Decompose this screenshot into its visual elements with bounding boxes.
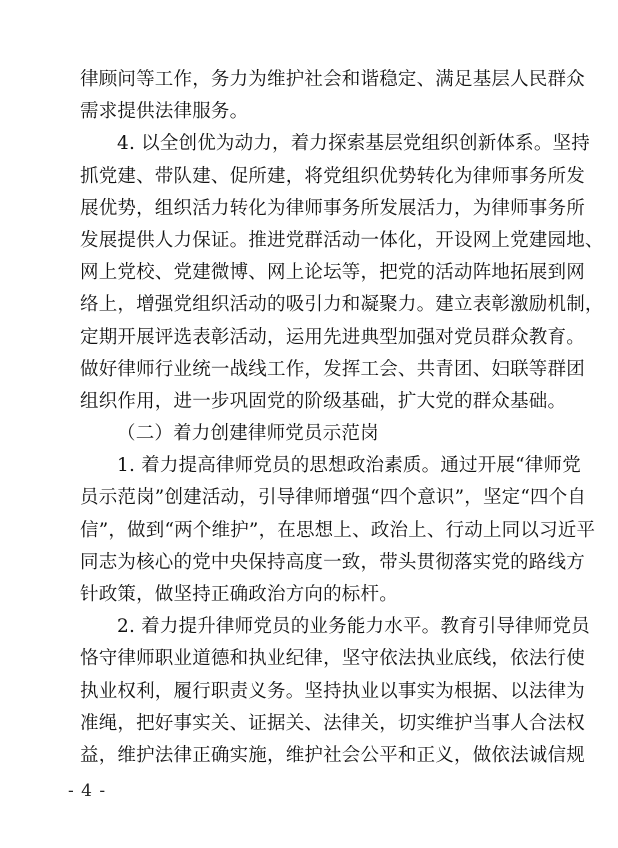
body-line-4: 抓党建、带队建、促所建，将党组织优势转化为律师事务所发 bbox=[80, 165, 585, 187]
body-line-6: 发展提供人力保证。推进党群活动一体化，开设网上党建园地、 bbox=[80, 229, 604, 251]
body-line-10: 做好律师行业统一战线工作，发挥工会、共青团、妇联等群团 bbox=[80, 358, 585, 380]
body-line-15: 信”，做到“两个维护”，在思想上、政治上、行动上同以习近平 bbox=[80, 519, 596, 541]
body-line-20: 执业权利，履行职责义务。坚持执业以事实为根据、以法律为 bbox=[80, 680, 585, 702]
body-line-19: 恪守律师职业道德和执业纪律，坚守依法执业底线，依法行使 bbox=[80, 648, 585, 670]
page-number: - 4 - bbox=[68, 781, 107, 801]
body-line-1: 律顾问等工作，务力为维护社会和谐稳定、满足基层人民群众 bbox=[80, 69, 585, 90]
body-line-16: 同志为核心的党中央保持高度一致，带头贯彻落实党的路线方 bbox=[80, 551, 585, 573]
body-line-9: 定期开展评选表彰活动，运用先进典型加强对党员群众教育。 bbox=[80, 326, 585, 348]
body-line-14: 员示范岗”创建活动，引导律师增强“四个意识”，坚定“四个自 bbox=[80, 487, 587, 509]
body-line-8: 络上，增强党组织活动的吸引力和凝聚力。建立表彰激励机制， bbox=[80, 294, 604, 316]
body-line-3: 4. 以全创优为动力，着力探索基层党组织创新体系。坚持 bbox=[117, 133, 590, 155]
section-heading: （二）着力创建律师党员示范岗 bbox=[117, 423, 379, 445]
body-line-21: 准绳，把好事实关、证据关、法律关，切实维护当事人合法权 bbox=[80, 712, 585, 734]
body-line-17: 针政策，做坚持正确政治方向的标杆。 bbox=[80, 584, 398, 605]
body-line-18: 2. 着力提升律师党员的业务能力水平。教育引导律师党员 bbox=[117, 616, 590, 638]
body-line-7: 网上党校、党建微博、网上论坛等，把党的活动阵地拓展到网 bbox=[80, 262, 585, 284]
document-body bbox=[80, 64, 604, 772]
body-line-22: 益，维护法律正确实施，维护社会公平和正义，做依法诚信规 bbox=[80, 744, 585, 766]
body-line-13: 1. 着力提高律师党员的思想政治素质。通过开展“律师党 bbox=[117, 455, 581, 477]
body-line-2: 需求提供法律服务。 bbox=[80, 101, 249, 123]
body-line-11: 组织作用，进一步巩固党的阶级基础，扩大党的群众基础。 bbox=[80, 390, 567, 412]
body-line-5: 展优势，组织活力转化为律师事务所发展活力，为律师事务所 bbox=[80, 197, 585, 219]
